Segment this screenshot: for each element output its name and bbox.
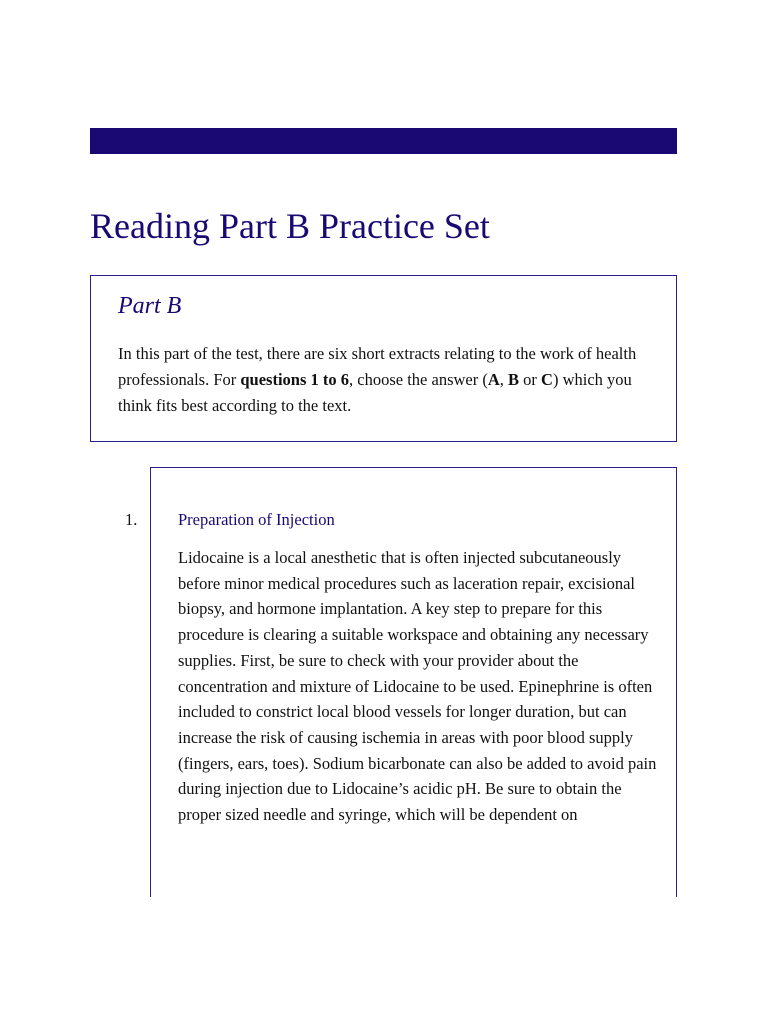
page-title: Reading Part B Practice Set (90, 206, 490, 246)
option-separator-1: , (499, 370, 509, 389)
instructions-text (118, 341, 653, 419)
question-number: 1. (125, 510, 138, 529)
question-title: Preparation of Injection (178, 510, 335, 529)
questions-range: questions 1 to 6 (240, 370, 350, 389)
part-heading: Part B (118, 293, 182, 319)
instructions-text-part-2: , choose the answer ( (349, 370, 488, 389)
header-bar (90, 128, 677, 154)
option-separator-2: or (519, 370, 542, 389)
instructions-text-part-1: In this part of the test, there are six short extracts relating to the work of health professionals. For (118, 344, 637, 389)
instructions-box (90, 275, 677, 442)
question-text: Lidocaine is a local anesthetic that is often injected subcutaneously before minor medical procedures such as laceration repair, excisional biopsy, and hormone implantation. A key step to prepare for this procedure is clearing a suitable workspace and obtaining any necessary supplies. First, be sure to check with your provider about the concentration and mixture of Lidocaine to be used. Epinephrine is often included to constrict local blood vessels for longer duration, but can increase the risk of causing ischemia in areas with poor blood supply (fingers, ears, toes). Sodium bicarbonate can also be added to avoid pain during injection due to Lidocaine’s acidic pH. Be sure to obtain the proper sized needle and syringe, which will be dependent on (178, 548, 657, 825)
option-c: C (541, 370, 553, 389)
option-b: B (508, 370, 520, 389)
question-box (150, 467, 677, 897)
option-a: A (487, 370, 500, 389)
instructions-text-part-3: ) which you think fits best according to the text. (118, 370, 632, 415)
